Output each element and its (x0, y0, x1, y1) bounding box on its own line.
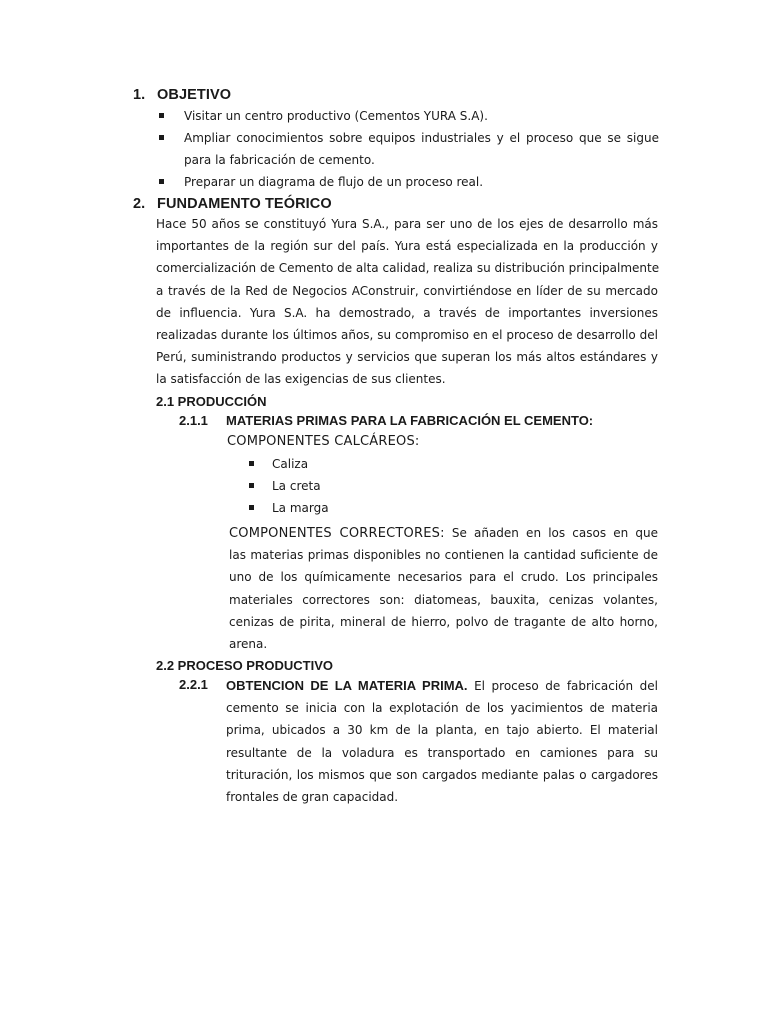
heading-text: FUNDAMENTO TEÓRICO (157, 196, 332, 212)
text-line: las materias primas disponibles no contienen la cantidad suficiente de (229, 548, 658, 563)
text-line: la satisfacción de las exigencias de sus clientes. (156, 372, 446, 387)
text-line: de influencia. Yura S.A. ha demostrado, a través de importantes inversiones (156, 305, 658, 320)
bullet-icon (249, 505, 254, 510)
text-line: realizadas durante los últimos años, su compromiso en el proceso de desarrollo del (156, 327, 658, 342)
text-line: trituración, los mismos que son cargados mediante palas o cargadores (226, 767, 658, 782)
text-line: Perú, suministrando productos y servicios que superan los más altos estándares y (156, 350, 658, 365)
text-line: Hace 50 años se constituyó Yura S.A., para ser uno de los ejes de desarrollo más (156, 217, 658, 231)
list-item-text: Visitar un centro productivo (Cementos YURA S.A). (184, 109, 488, 123)
bullet-icon (249, 483, 254, 488)
bullet-icon (159, 135, 164, 140)
heading-proceso-productivo: 2.2 PROCESO PRODUCTIVO (156, 658, 333, 673)
heading-text: OBJETIVO (157, 87, 232, 103)
text-line: cemento se inicia con la explotación de los yacimientos de materia (226, 701, 658, 716)
text-line: importantes de la región sur del país. Yura está especializada en la producción y (156, 239, 658, 254)
inline-heading: OBTENCION DE LA MATERIA PRIMA. (226, 678, 468, 693)
list-item-text: La marga (272, 501, 329, 515)
heading-text: MATERIAS PRIMAS PARA LA FABRICACIÓN EL CEMENTO: (226, 413, 594, 428)
text-line: cenizas de pirita, mineral de hierro, polvo de tragante de alto horno, (229, 614, 658, 629)
text-line: arena. (229, 636, 268, 651)
heading-number: 2.2.1 (179, 677, 208, 692)
bullet-icon (249, 461, 254, 466)
text-line: materiales correctores son: diatomeas, bauxita, cenizas volantes, (229, 592, 658, 607)
heading-objetivo (133, 87, 231, 103)
label-componentes-calcareos: COMPONENTES CALCÁREOS: (227, 434, 420, 449)
heading-number: 1. (133, 87, 146, 103)
text-line: uno de los químicamente necesarios para el crudo. Los principales (229, 570, 658, 585)
list-item-text: Preparar un diagrama de flujo de un proceso real. (184, 175, 484, 189)
text-line: frontales de gran capacidad. (226, 789, 399, 804)
paragraph-fundamento (156, 213, 658, 391)
text-line: comercialización de Cemento de alta calidad, realiza su distribución principalmente (156, 261, 660, 276)
text-line: OBTENCION DE LA MATERIA PRIMA. El proceso de fabricación del (226, 678, 659, 693)
bullet-icon (159, 179, 164, 184)
heading-fundamento (133, 196, 332, 212)
list-item-text: La creta (272, 479, 321, 493)
bullet-icon (159, 113, 164, 118)
list-item-text: Ampliar conocimientos sobre equipos industriales y el proceso que se sigue (184, 131, 659, 145)
text-line: a través de la Red de Negocios AConstruir, convirtiéndose en líder de su mercado (156, 283, 658, 298)
heading-number: 2. (133, 196, 146, 212)
paragraph-obtencion (226, 675, 658, 808)
paragraph-componentes-correctores (229, 522, 658, 655)
list-item-text: para la fabricación de cemento. (184, 153, 375, 167)
heading-obtencion-number (179, 677, 226, 692)
text-line: prima, ubicados a 30 km de la planta, en tajo abierto. El material (226, 723, 658, 738)
inline-label: COMPONENTES CORRECTORES: (229, 526, 445, 541)
text-line: resultante de la voladura es transportado en camiones para su (226, 745, 658, 760)
heading-materias-primas (179, 413, 593, 428)
text-line: COMPONENTES CORRECTORES: Se añaden en los casos en que (229, 526, 658, 541)
list-item-text: Caliza (272, 457, 309, 471)
heading-produccion: 2.1 PRODUCCIÓN (156, 394, 267, 409)
heading-number: 2.1.1 (179, 413, 208, 428)
